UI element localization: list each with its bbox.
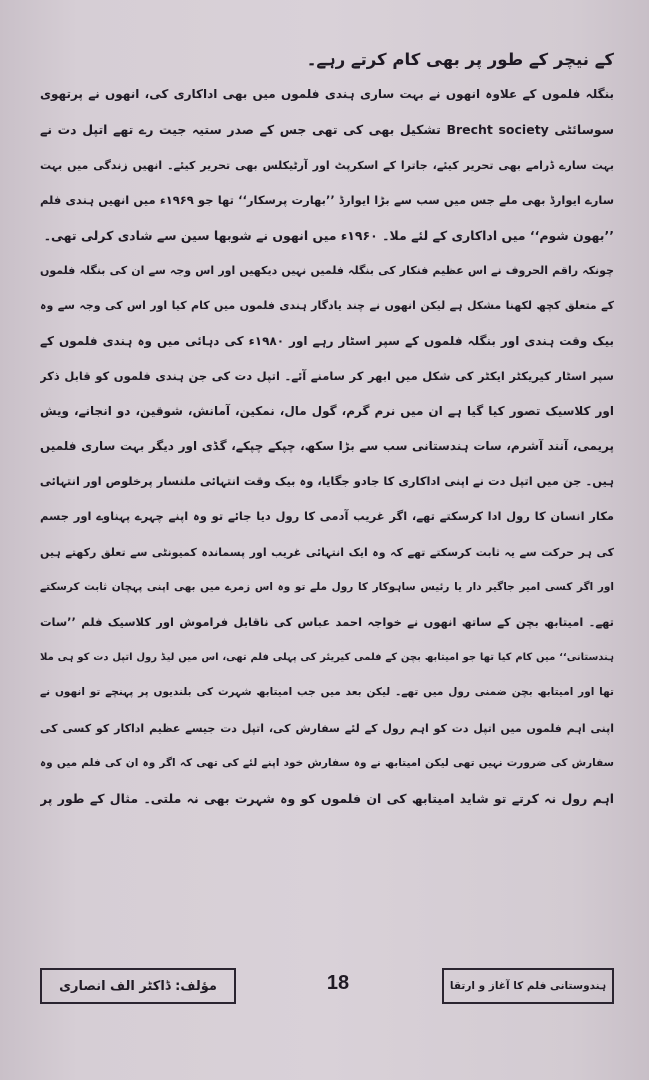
text-line: سوسائٹی Brecht society تشکیل بھی کی تھی جس کے صدر ستیہ جیت رے تھے اتپل دت نے <box>40 122 614 138</box>
text-line: کے نیچر کے طور پر بھی کام کرتے رہے۔ <box>306 50 614 69</box>
text-line: ہندستانی‘‘ میں کام کیا تھا جو امیتابھ بچن کے فلمی کیریئر کی پہلی فلم تھی، اس میں لیڈ رول اتپل دت کو ہی ملا <box>40 652 614 664</box>
book-title: ہندوستانی فلم کا آغاز و ارتقا <box>449 980 607 992</box>
page-number: 18 <box>326 972 350 994</box>
author-box <box>40 968 236 1004</box>
text-line: بہت سارے ڈرامے بھی تحریر کیئے، جاترا کے اسکرپٹ اور آرٹیکلس بھی تحریر کیئے۔ انھیں زندگی میں بہت <box>40 158 614 172</box>
book-title-box <box>442 968 614 1004</box>
text-line: تھا اور امیتابھ بچن ضمنی رول میں تھے۔ لیکن بعد میں جب امیتابھ شہرت کی بلندیوں پر پہنچے تو انھوں نے <box>40 686 614 699</box>
page-footer <box>40 966 614 1012</box>
text-line: سپر اسٹار کیریکٹر ایکٹر کی شکل میں ابھر کر سامنے آئے۔ اتپل دت کی جن ہندی فلموں کو قابل ذکر <box>40 368 614 383</box>
text-line: اور اگر کسی امیر جاگیر دار یا رئیس ساہوکار کا رول ملے تو وہ اس زمرے میں بھی اپنی پہچان ثابت کرسکتے <box>40 580 614 593</box>
text-line: مکار انسان کا رول ادا کرسکتے تھے، اگر غریب آدمی کا رول دیا جائے تو وہ اپنے چہرے پہناوے اور جسم <box>40 509 614 524</box>
author-credit: مؤلف: ڈاکٹر الف انصاری <box>59 978 217 994</box>
text-line: اہم رول نہ کرتے تو شاید امیتابھ کی ان فلموں کو وہ شہرت بھی نہ ملتی۔ مثال کے طور پر <box>40 790 614 806</box>
text-line: تھے۔ امیتابھ بچن کے ساتھ انھوں نے خواجہ احمد عباس کی ناقابل فراموش اور کلاسیک فلم ’’سات <box>40 615 614 629</box>
text-line: سفارش کی ضرورت نہیں تھی لیکن امیتابھ نے وہ سفارش خود اپنے لئے کی تھی کہ اگر وہ ان کی فلم میں وہ <box>40 756 614 769</box>
text-line: پریمی، آنند آشرم، سات ہندستانی سب سے بڑا سکھ، چپکے چپکے، گڈی اور دیگر بہت ساری فلمیں <box>40 439 614 454</box>
text-line: کے متعلق کچھ لکھنا مشکل ہے لیکن انھوں نے چند یادگار ہندی فلموں میں کام کیا اور اس کی وجہ سے وہ <box>40 299 614 313</box>
text-line: ’’بھون شوم‘‘ میں اداکاری کے لئے ملا۔ ۱۹۶۰ء میں انھوں نے شوبھا سین سے شادی کرلی تھی۔ <box>43 227 614 243</box>
body-text <box>40 42 614 816</box>
text-line: اپنی اہم فلموں میں اتپل دت کو اہم رول کے لئے سفارش کی، اتپل دت جیسے عظیم اداکار کو کسی کی <box>40 721 614 735</box>
text-line: ہیں۔ جن میں اتپل دت نے اپنی اداکاری کا جادو جگایا، وہ بیک وقت انتہائی ملنسار پرخلوص اور انتہائی <box>40 474 614 489</box>
text-line: اور کلاسیک تصور کیا گیا ہے ان میں نرم گرم، گول مال، نمکین، آمانش، شوقین، دو انجانے، ویش <box>40 403 614 418</box>
text-line: بیک وقت ہندی اور بنگلہ فلموں کے سپر اسٹار رہے اور ۱۹۸۰ء کی دہائی میں وہ ہندی فلموں کے <box>40 333 614 348</box>
text-line: سارے ایوارڈ بھی ملے جس میں سب سے بڑا ایوارڈ ’’بھارت پرسکار‘‘ تھا جو ۱۹۶۹ء میں انھیں ہندی فلم <box>40 192 614 207</box>
text-line: کی ہر حرکت سے یہ ثابت کرسکتے تھے کہ وہ ایک انتہائی غریب اور پسماندہ کمیونٹی سے تعلق رکھتے ہیں <box>40 545 614 559</box>
text-line: چونکہ راقم الحروف نے اس عظیم فنکار کی بنگلہ فلمیں نہیں دیکھیں اور اس وجہ سے ان کی بنگلہ فلموں <box>40 264 614 278</box>
text-line: بنگلہ فلموں کے علاوہ انھوں نے بہت ساری ہندی فلموں میں بھی اداکاری کی، انھوں نے پرتھوی <box>40 87 614 102</box>
